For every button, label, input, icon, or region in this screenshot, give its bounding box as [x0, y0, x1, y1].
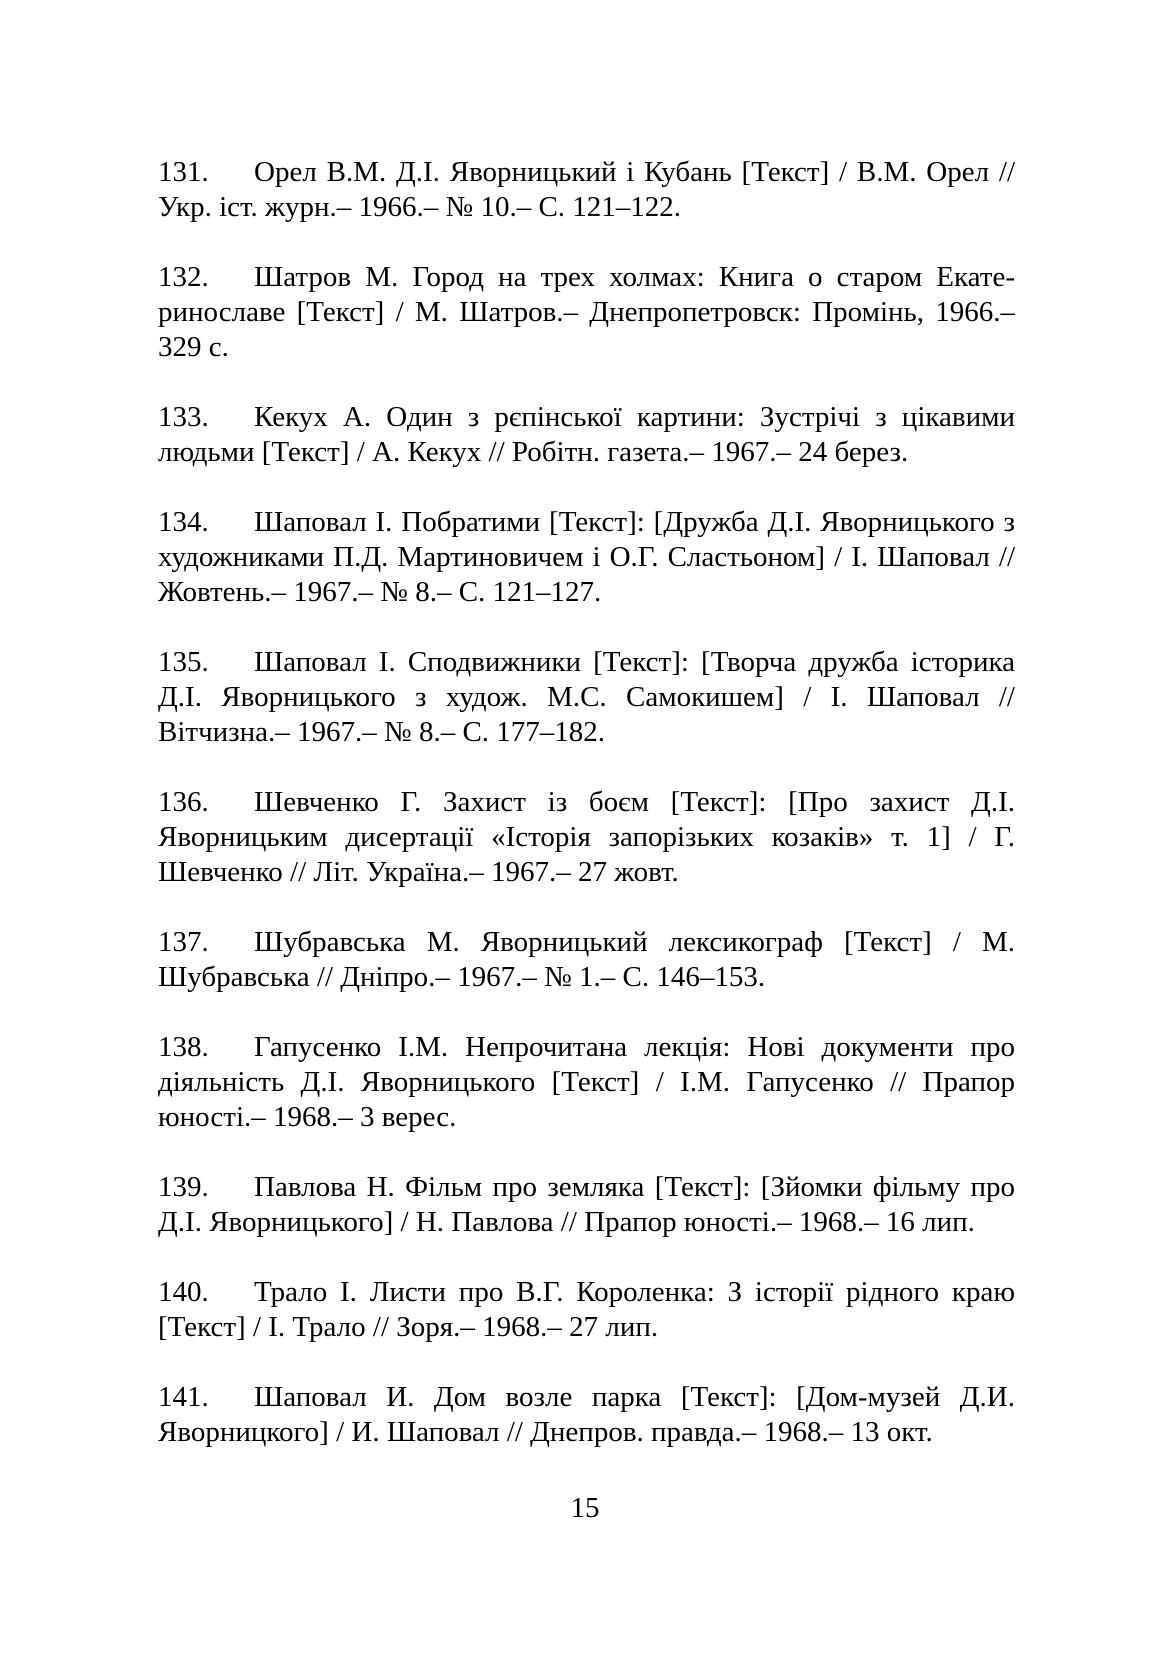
entry-number: 137.: [158, 926, 209, 958]
entry-number: 134.: [158, 506, 209, 538]
entry-text: Шевченко Г. Захист із боєм [Текст]: [Про захист Д.І. Яворницьким дисертації «Історія запорізьких козаків» т. 1] / Г. Шевченко // Літ. Україна.– 1967.– 27 жовт.: [158, 786, 1015, 888]
bibliography-entry: [158, 1170, 1015, 1240]
bibliography-entry: [158, 1275, 1015, 1345]
entry-number: 139.: [158, 1171, 209, 1203]
entry-text: Шубравська М. Яворницький лексикограф [Текст] / М. Шубравська // Дніпро.– 1967.– № 1.– С. 146–153.: [158, 926, 1015, 993]
bibliography-entry: [158, 260, 1015, 365]
bibliography-list: [158, 155, 1015, 1485]
entry-number: 133.: [158, 401, 209, 433]
entry-number: 136.: [158, 786, 209, 818]
entry-text: Шаповал И. Дом возле парка [Текст]: [Дом-музей Д.И. Яворницкого] / И. Шаповал // Днепров. правда.– 1968.– 13 окт.: [158, 1381, 1015, 1448]
page-number: 15: [570, 1492, 600, 1524]
entry-text: Трало І. Листи про В.Г. Короленка: З історії рідного краю [Текст] / І. Трало // Зоря.– 1968.– 27 лип.: [158, 1276, 1015, 1343]
entry-text: Шаповал І. Сподвижники [Текст]: [Творча дружба історика Д.І. Яворницького з худож. М.С. Самокишем] / І. Шаповал // Вітчизна.– 1967.– № 8.– С. 177–182.: [158, 646, 1015, 748]
entry-text: Шатров М. Город на трех холмах: Книга о старом Екатеринославе [Текст] / М. Шатров.– Днепропетровск: Промінь, 1966.– 329 с.: [158, 261, 1015, 363]
bibliography-entry: [158, 1380, 1015, 1450]
bibliography-entry: [158, 925, 1015, 995]
entry-text: Шаповал І. Побратими [Текст]: [Дружба Д.І. Яворницького з художниками П.Д. Мартиновичем і О.Г. Сластьоном] / І. Шаповал // Жовтень.– 1967.– № 8.– С. 121–127.: [158, 506, 1015, 608]
entry-text: Орел В.М. Д.І. Яворницький і Кубань [Текст] / В.М. Орел // Укр. іст. журн.– 1966.– № 10.– С. 121–122.: [158, 156, 1015, 223]
entry-number: 135.: [158, 646, 209, 678]
entry-text: Павлова Н. Фільм про земляка [Текст]: [Зйомки фільму про Д.І. Яворницького] / Н. Павлова // Прапор юності.– 1968.– 16 лип.: [158, 1171, 1015, 1238]
entry-text: Кекух А. Один з рєпінської картини: Зустрічі з цікавими людьми [Текст] / А. Кекух // Робітн. газета.– 1967.– 24 берез.: [158, 401, 1015, 468]
bibliography-entry: [158, 505, 1015, 610]
entry-number: 140.: [158, 1276, 209, 1308]
bibliography-entry: [158, 400, 1015, 470]
bibliography-entry: [158, 785, 1015, 890]
bibliography-entry: [158, 1030, 1015, 1135]
entry-number: 131.: [158, 156, 209, 188]
bibliography-entry: [158, 155, 1015, 225]
entry-number: 141.: [158, 1381, 209, 1413]
entry-number: 138.: [158, 1031, 209, 1063]
entry-text: Гапусенко І.М. Непрочитана лекція: Нові документи про діяльність Д.І. Яворницького [Текст] / І.М. Гапусенко // Прапор юності.– 1968.– 3 верес.: [158, 1031, 1015, 1133]
bibliography-entry: [158, 645, 1015, 750]
entry-number: 132.: [158, 261, 209, 293]
